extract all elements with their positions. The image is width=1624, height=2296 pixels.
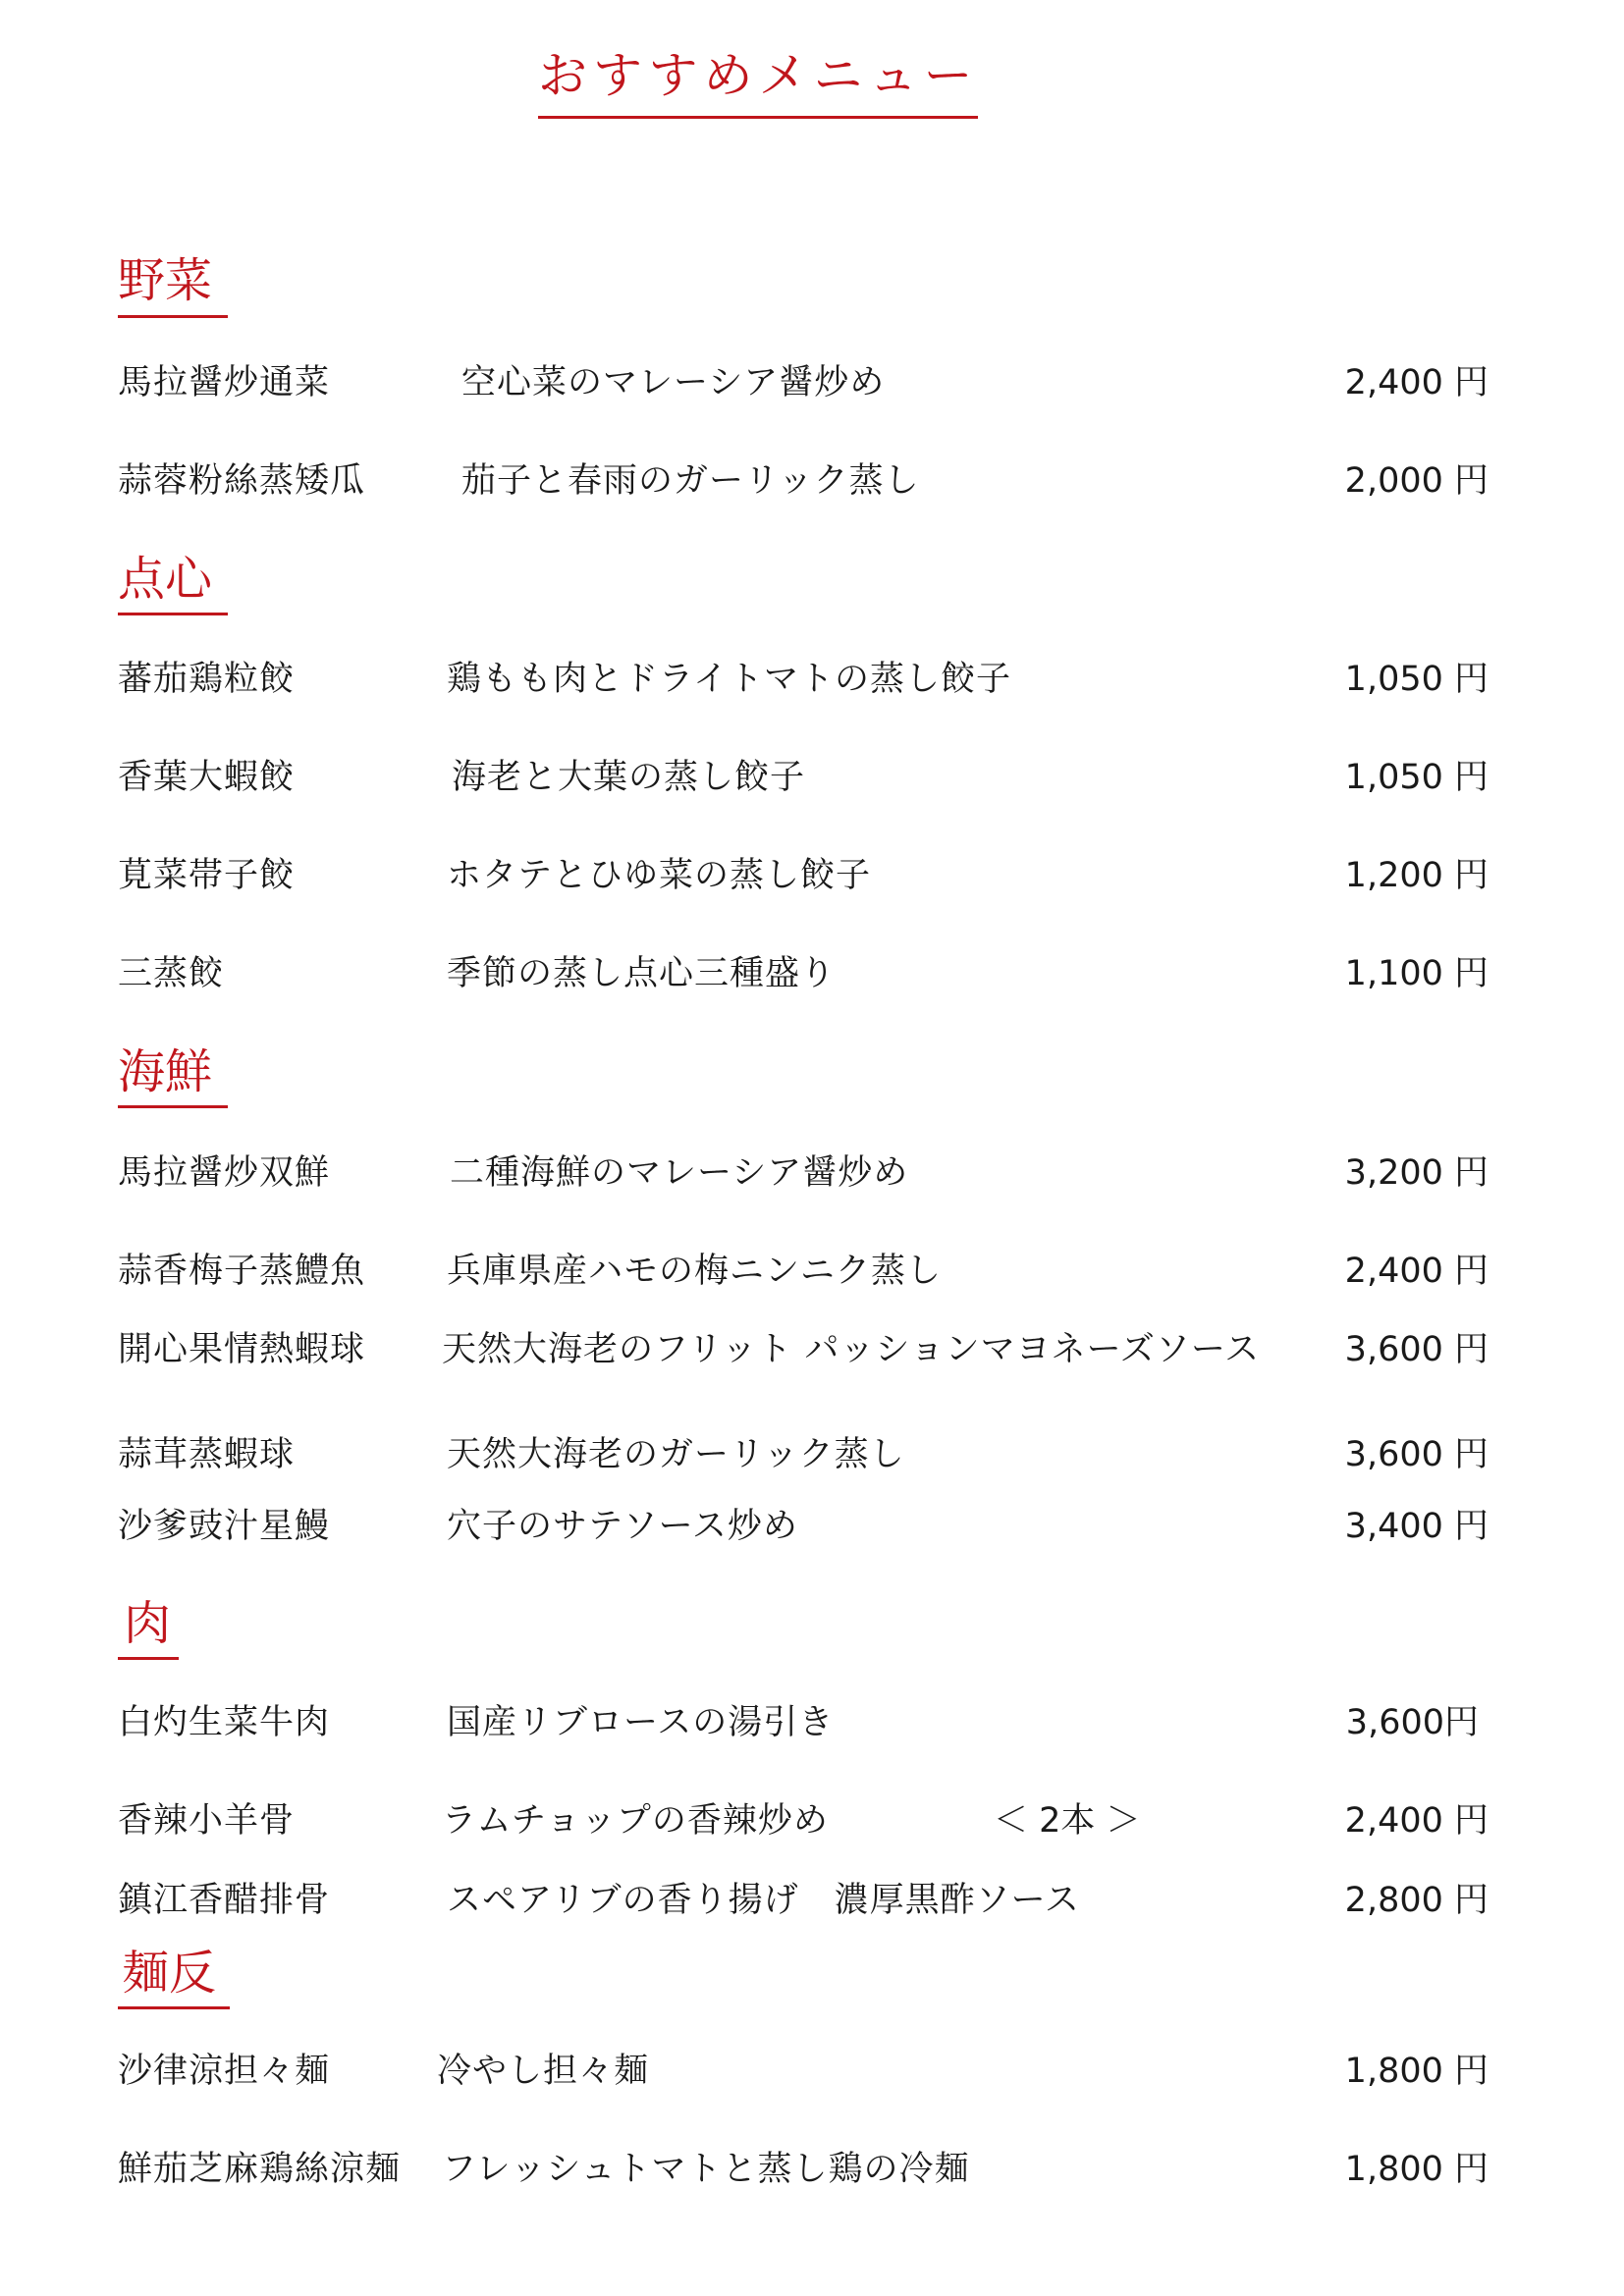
- item-description: フレッシュトマトと蒸し鶏の冷麺: [442, 2150, 970, 2189]
- item-name: 開心果情熱蝦球: [118, 1330, 366, 1369]
- menu-item: [0, 753, 1624, 802]
- item-name: 馬拉醤炒双鮮: [118, 1153, 331, 1193]
- item-name: 蕃茄鶏粒餃: [118, 660, 296, 699]
- item-description: スペアリブの香り揚げ 濃厚黒酢ソース: [447, 1881, 1080, 1920]
- section-heading-vegetables: 野菜: [118, 253, 213, 308]
- item-price: 2,000 円: [1344, 461, 1489, 501]
- menu-item: [0, 851, 1624, 900]
- item-price: 2,400 円: [1344, 1801, 1489, 1841]
- item-name: 鎮江香醋排骨: [118, 1881, 331, 1920]
- item-price: 2,800 円: [1344, 1881, 1489, 1920]
- item-description: ホタテとひゆ菜の蒸し餃子: [447, 856, 872, 895]
- item-name: 蒜香梅子蒸鱧魚: [118, 1252, 366, 1291]
- menu-item: [0, 949, 1624, 998]
- menu-item: [0, 1698, 1624, 1747]
- section-heading-underline: [118, 613, 228, 615]
- item-price: 2,400 円: [1344, 1252, 1489, 1291]
- menu-item: [0, 1247, 1624, 1296]
- menu-item: [0, 2145, 1624, 2194]
- item-description: 国産リブロースの湯引き: [447, 1703, 835, 1742]
- item-price: 3,400 円: [1344, 1507, 1489, 1546]
- item-price: 1,050 円: [1344, 758, 1489, 797]
- item-description: ラムチョップの香辣炒め: [442, 1801, 829, 1841]
- item-description: 穴子のサテソース炒め: [447, 1507, 798, 1546]
- item-name: 沙爹豉汁星鰻: [118, 1507, 331, 1546]
- item-description: 兵庫県産ハモの梅ニンニク蒸し: [447, 1252, 943, 1291]
- item-description: 冷やし担々麺: [437, 2052, 650, 2091]
- menu-item: [0, 456, 1624, 506]
- item-description: 季節の蒸し点心三種盛り: [447, 954, 837, 993]
- menu-title-underline: [538, 116, 978, 119]
- section-heading-meat: 肉: [124, 1596, 172, 1651]
- menu-item: [0, 1430, 1624, 1479]
- item-name: 馬拉醤炒通菜: [118, 363, 331, 402]
- menu-item: [0, 1502, 1624, 1551]
- item-name: 三蒸餃: [118, 954, 225, 993]
- item-price: 3,600 円: [1344, 1330, 1489, 1369]
- menu-title: おすすめメニュー: [538, 47, 979, 104]
- menu-item: [0, 1876, 1624, 1925]
- item-description: 空心菜のマレーシア醤炒め: [461, 363, 886, 402]
- item-name: 香葉大蝦餃: [118, 758, 296, 797]
- section-heading-underline: [118, 1657, 179, 1660]
- section-heading-dim-sum: 点心: [118, 552, 213, 607]
- menu-item: [0, 2047, 1624, 2096]
- item-description: 茄子と春雨のガーリック蒸し: [461, 461, 920, 501]
- item-name: 莧菜帯子餃: [118, 856, 296, 895]
- section-heading-underline: [118, 1105, 228, 1108]
- item-name: 白灼生菜牛肉: [118, 1703, 331, 1742]
- item-description: 天然大海老のガーリック蒸し: [447, 1435, 905, 1474]
- item-name: 蒜茸蒸蝦球: [118, 1435, 296, 1474]
- section-heading-underline: [118, 315, 228, 318]
- menu-item: [0, 1325, 1624, 1374]
- item-description: 海老と大葉の蒸し餃子: [452, 758, 806, 797]
- menu-item: [0, 358, 1624, 407]
- item-name: 沙律涼担々麺: [118, 2052, 331, 2091]
- item-name: 鮮茄芝麻鶏絲涼麺: [118, 2150, 402, 2189]
- item-price: 3,600円: [1345, 1703, 1479, 1742]
- menu-item: [0, 655, 1624, 704]
- item-description: 鶏もも肉とドライトマトの蒸し餃子: [447, 660, 1011, 699]
- item-price: 1,100 円: [1344, 954, 1489, 993]
- item-name: 蒜蓉粉絲蒸矮瓜: [118, 461, 366, 501]
- item-price: 3,200 円: [1344, 1153, 1489, 1193]
- item-price: 1,200 円: [1344, 856, 1489, 895]
- section-heading-seafood: 海鮮: [118, 1044, 213, 1099]
- item-description: 天然大海老のフリット パッションマヨネーズソース: [442, 1330, 1261, 1369]
- section-heading-noodles: 麺反: [122, 1946, 217, 2001]
- item-price: 3,600 円: [1344, 1435, 1489, 1474]
- menu-item: [0, 1796, 1624, 1845]
- item-price: 1,800 円: [1344, 2052, 1489, 2091]
- item-price: 2,400 円: [1344, 363, 1489, 402]
- section-heading-underline: [118, 2006, 230, 2009]
- item-price: 1,800 円: [1344, 2150, 1489, 2189]
- item-name: 香辣小羊骨: [118, 1801, 296, 1841]
- item-price: 1,050 円: [1344, 660, 1489, 699]
- item-description: 二種海鮮のマレーシア醤炒め: [450, 1153, 909, 1193]
- menu-item: [0, 1148, 1624, 1198]
- item-note: ＜ 2本 ＞: [994, 1801, 1141, 1841]
